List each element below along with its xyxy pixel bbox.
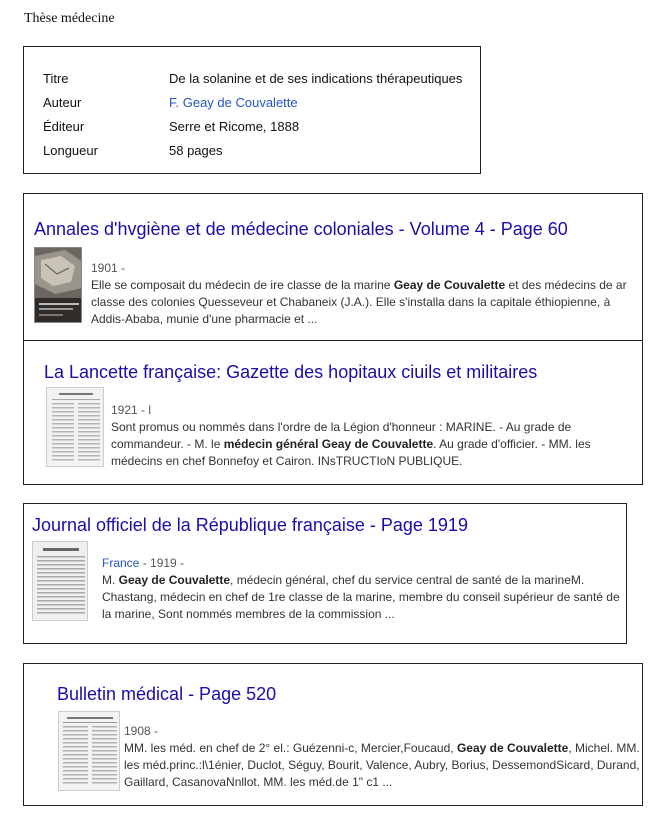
result-title-link[interactable]: Bulletin médical - Page 520 — [57, 684, 277, 704]
snippet-part: MM. les méd. en chef de 2° el.: Guézenni-c, Mercier,Foucaud, — [124, 741, 457, 755]
result-card — [23, 193, 643, 341]
snippet-part: M. — [102, 573, 119, 587]
result-card — [23, 503, 627, 644]
snippet-highlight: Geay de Couvalette — [456, 741, 569, 755]
result-snippet — [91, 260, 636, 328]
label-author: Auteur — [43, 94, 82, 110]
snippet-part: , médecin général, chef du service central de santé de la marineM. Chastang, médecin en chef de 1re classe de la marine, membre du conseil supérieur de santé de la marine, Sont nommés membres de la commission ... — [102, 573, 620, 621]
snippet-part: et des médecins de ar classe des colonies Quesseveur et Chabaneix (J.A.). Elle s'installa dans la capitale éthiopienne, à Addis-Ababa, munie d'une pharmacie et ... — [91, 278, 627, 326]
value-length: 58 pages — [169, 142, 223, 158]
author-link[interactable]: F. Geay de Couvalette — [169, 94, 298, 110]
book-cover-thumbnail[interactable] — [34, 247, 82, 323]
snippet-text — [91, 277, 636, 328]
result-title-link[interactable]: La Lancette française: Gazette des hopitaux ciuils et militaires — [44, 362, 538, 382]
snippet-highlight: médecin général Geay de Couvalette — [223, 437, 434, 451]
snippet-part: Sont promus ou nommés dans l'ordre de la Légion d'honneur : MARINE. - Au grade de commandeur. - M. le — [111, 420, 572, 451]
book-info-table — [43, 66, 462, 162]
snippet-highlight: Geay de Couvalette — [118, 573, 231, 587]
result-card — [23, 663, 643, 806]
snippet-text — [111, 419, 639, 470]
row-publisher — [43, 114, 462, 138]
result-snippet — [124, 723, 640, 791]
value-publisher: Serre et Ricome, 1888 — [169, 118, 300, 134]
book-page-thumbnail[interactable] — [58, 711, 120, 791]
result-meta-line — [102, 555, 622, 572]
result-meta: 1921 - l — [111, 403, 152, 417]
value-title: De la solanine et de ses indications thérapeutiques — [169, 70, 463, 86]
snippet-part: Elle se composait du médecin de ire classe de la marine — [91, 278, 394, 292]
page-title: Thèse médecine — [24, 11, 115, 26]
label-length: Longueur — [43, 142, 98, 158]
page-scan-image — [59, 712, 120, 791]
book-page-thumbnail[interactable] — [32, 541, 88, 621]
result-meta: - 1919 - — [139, 556, 185, 570]
cover-image — [35, 248, 82, 323]
row-author — [43, 90, 462, 114]
result-title-link[interactable]: Annales d'hvgiène et de médecine coloniales - Volume 4 - Page 60 — [34, 219, 568, 239]
result-card — [23, 340, 643, 485]
page-scan-image — [33, 542, 88, 621]
page-scan-image — [47, 388, 104, 467]
result-meta: 1908 - — [124, 724, 159, 738]
result-country-link[interactable]: France — [102, 556, 140, 570]
label-title: Titre — [43, 70, 69, 86]
result-title-link[interactable]: Journal officiel de la République française - Page 1919 — [32, 515, 468, 535]
snippet-part: . Au grade d'officier. - MM. les médecins en chef Bonnefoy et Cairon. INsTRUCTIoN PUBLIQUE. — [111, 437, 591, 468]
snippet-text — [102, 572, 622, 623]
row-length — [43, 138, 462, 162]
result-snippet — [111, 402, 639, 470]
book-page-thumbnail[interactable] — [46, 387, 104, 467]
label-publisher: Éditeur — [43, 118, 85, 134]
book-info-box — [23, 46, 481, 174]
snippet-text — [124, 740, 640, 791]
result-snippet — [102, 555, 622, 623]
snippet-part: , Michel. MM. les méd.princ.:l\1énier, Duclot, Séguy, Bourit, Valence, Aubry, Borius, DessemondSicard, Durand, Gaillard, CasanovaNnllot. MM. les méd.de 1" c1 ... — [124, 741, 640, 789]
snippet-highlight: Geay de Couvalette — [393, 278, 506, 292]
row-title — [43, 66, 462, 90]
result-meta: 1901 - — [91, 261, 126, 275]
